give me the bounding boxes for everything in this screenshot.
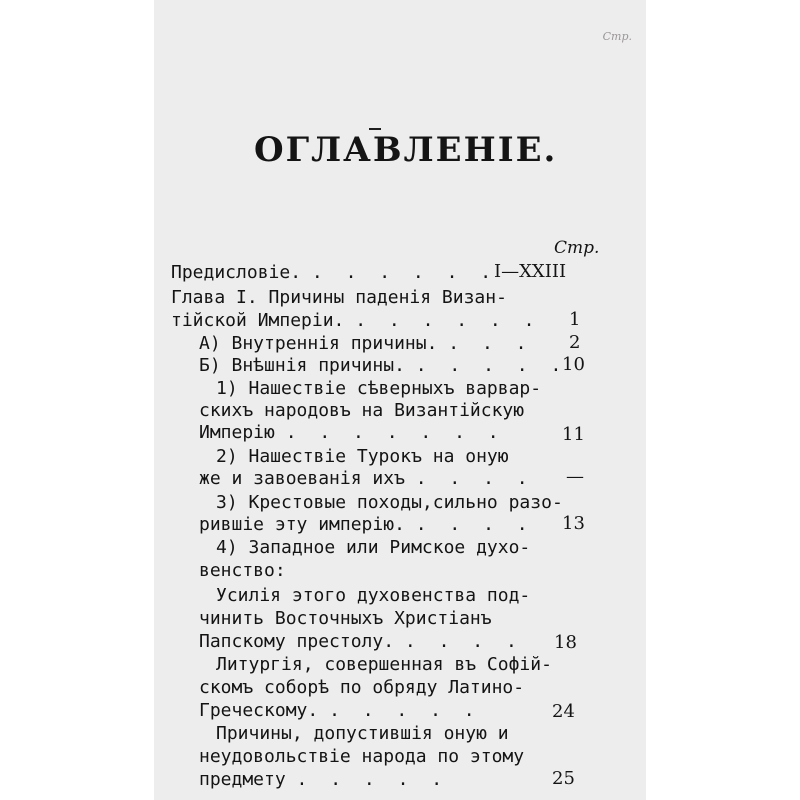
toc-entry-text: Греческому. [199,700,319,721]
toc-entry: скихъ народовъ на Византійскую [199,400,525,421]
toc-entry: чинить Восточныхъ Христіанъ [199,608,492,629]
toc-entry-preface [171,262,497,284]
page-column-label: Стр. [554,238,600,258]
toc-entry: Литургія, совершенная въ Софій- [216,654,552,675]
page-number: 13 [562,513,585,534]
book-page [154,0,646,800]
page-number: 2 [569,332,581,353]
leader-dots: . . . . [404,631,523,652]
toc-entry: неудовольствіе народа по этому [199,746,525,767]
leader-dots: . . . . [415,468,534,489]
running-header-mark: Стр. [602,30,632,43]
toc-entry-text: Папскому престолу. [199,631,395,652]
toc-entry-text: Б) Внѣшнія причины. [199,355,405,376]
page-number: 10 [562,354,585,375]
leader-dots: . . . . . . [355,310,541,331]
toc-entry [199,333,532,355]
toc-entry [199,700,481,722]
leader-dots: . . . [448,333,533,354]
toc-entry: Причины, допустившія оную и [216,723,509,744]
toc-entry: 1) Нашествіе сѣверныхъ варвар- [216,378,542,399]
page-number: 18 [554,632,577,653]
toc-entry: венство: [199,560,286,581]
page-number: 11 [562,424,585,445]
toc-entry-text: Предисловіе. [171,262,302,283]
toc-chapter-heading: Глава I. Причины паденія Визан- [171,287,507,308]
toc-entry [199,631,523,653]
page-number: I—XXIII [494,261,567,282]
toc-entry-text: предмету [199,769,286,790]
toc-entry-text: же и завоеванія ихъ [199,468,405,489]
leader-dots: . . . . . [415,355,568,376]
page-number: — [566,466,584,487]
toc-entry [199,422,505,444]
page-number: 25 [552,768,575,789]
toc-entry [199,468,534,490]
leader-dots: . . . . . . [311,262,498,283]
toc-entry-text: тійской Имперіи. [171,310,345,331]
leader-dots: . . . . [415,514,534,535]
toc-entry: скомъ соборѣ по обряду Латино- [199,677,525,698]
leader-dots: . . . . . [296,769,449,790]
toc-entry: Усилія этого духовенства под- [216,585,531,606]
toc-entry [199,514,534,536]
toc-entry: 2) Нашествіе Турокъ на оную [216,446,509,467]
toc-entry: 3) Крестовые походы,сильно разо- [216,492,563,513]
toc-entry: 4) Западное или Римское духо- [216,537,531,558]
toc-entry [171,310,540,332]
leader-dots: . . . . . [329,700,481,721]
page-number: 1 [569,309,581,330]
page-number: 24 [552,701,575,722]
page-title: ОГЛАВЛЕНІЕ. [254,130,558,170]
leader-dots: . . . . . . . [285,422,505,443]
toc-entry [199,769,448,791]
toc-entry-text: Имперію [199,422,275,443]
toc-entry [199,355,567,377]
toc-entry-text: А) Внутреннія причины. [199,333,438,354]
toc-entry-text: рившіе эту имперію. [199,514,405,535]
